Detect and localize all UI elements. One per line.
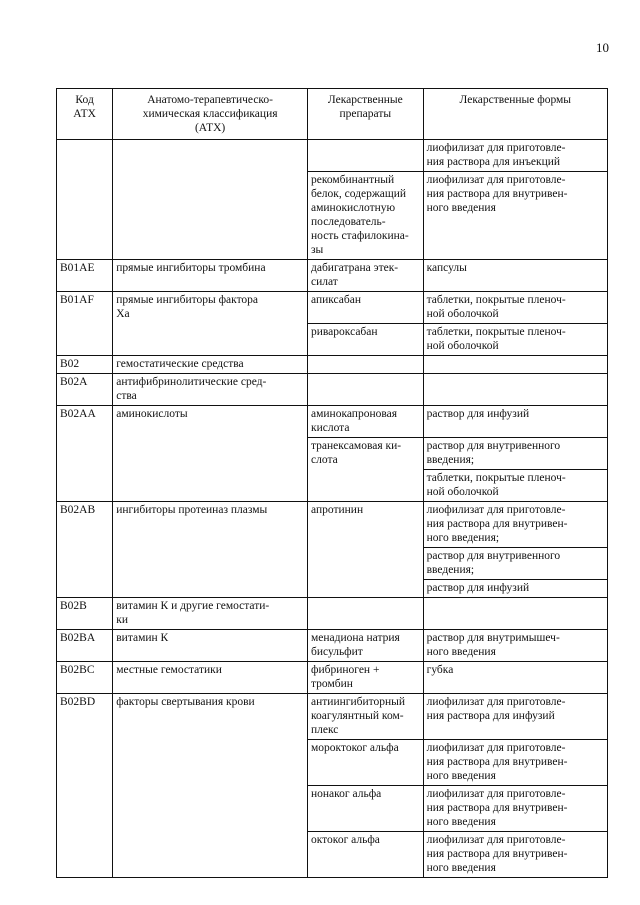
- classification-cell: витамин К: [113, 630, 308, 662]
- form-cell: раствор для инфузий: [423, 406, 607, 438]
- code-cell: B02: [57, 356, 113, 374]
- table-row: [57, 694, 608, 740]
- code-cell: B02BA: [57, 630, 113, 662]
- drug-cell: мороктоког альфа: [308, 740, 424, 786]
- classification-cell: ингибиторы протеиназ плазмы: [113, 502, 308, 598]
- drug-cell: фибриноген + тромбин: [308, 662, 424, 694]
- table-row: [57, 140, 608, 172]
- drug-cell: [308, 374, 424, 406]
- table-row: [57, 292, 608, 324]
- table-row: [57, 260, 608, 292]
- form-cell: лиофилизат для приготовле- ния раствора для внутривен- ного введения: [423, 832, 607, 878]
- form-cell: лиофилизат для приготовле- ния раствора для инфузий: [423, 694, 607, 740]
- form-cell: таблетки, покрытые пленоч- ной оболочкой: [423, 324, 607, 356]
- table-row: [57, 356, 608, 374]
- drug-cell: ривароксабан: [308, 324, 424, 356]
- classification-cell: факторы свертывания крови: [113, 694, 308, 878]
- header-atc-code: Код АТХ: [57, 89, 113, 140]
- table-row: [57, 374, 608, 406]
- form-cell: [423, 374, 607, 406]
- classification-cell: прямые ингибиторы фактора Ха: [113, 292, 308, 356]
- classification-cell: антифибринолитические сред- ства: [113, 374, 308, 406]
- classification-cell: аминокислоты: [113, 406, 308, 502]
- form-cell: [423, 598, 607, 630]
- drug-cell: рекомбинантный белок, содержащий аминокислотную последователь- ность стафилокина- зы: [308, 172, 424, 260]
- code-cell: B02B: [57, 598, 113, 630]
- form-cell: лиофилизат для приготовле- ния раствора для внутривен- ного введения: [423, 740, 607, 786]
- drug-cell: [308, 140, 424, 172]
- code-cell: [57, 140, 113, 260]
- drug-cell: аминокапроновая кислота: [308, 406, 424, 438]
- header-dosage-forms: Лекарственные формы: [423, 89, 607, 140]
- table-row: [57, 598, 608, 630]
- code-cell: B02AB: [57, 502, 113, 598]
- code-cell: B01AE: [57, 260, 113, 292]
- table-header-row: [57, 89, 608, 140]
- classification-cell: витамин К и другие гемостати- ки: [113, 598, 308, 630]
- form-cell: таблетки, покрытые пленоч- ной оболочкой: [423, 470, 607, 502]
- drug-cell: нонаког альфа: [308, 786, 424, 832]
- table-row: [57, 502, 608, 548]
- table-row: [57, 630, 608, 662]
- code-cell: B02BC: [57, 662, 113, 694]
- drug-cell: октоког альфа: [308, 832, 424, 878]
- atc-drug-table: [56, 88, 608, 878]
- form-cell: лиофилизат для приготовле- ния раствора для внутривен- ного введения: [423, 172, 607, 260]
- drug-cell: антиингибиторный коагулянтный ком- плекс: [308, 694, 424, 740]
- table-row: [57, 406, 608, 438]
- form-cell: губка: [423, 662, 607, 694]
- form-cell: капсулы: [423, 260, 607, 292]
- classification-cell: прямые ингибиторы тромбина: [113, 260, 308, 292]
- drug-cell: менадиона натрия бисульфит: [308, 630, 424, 662]
- form-cell: лиофилизат для приготовле- ния раствора для внутривен- ного введения: [423, 786, 607, 832]
- form-cell: лиофилизат для приготовле- ния раствора для инъекций: [423, 140, 607, 172]
- code-cell: B02AA: [57, 406, 113, 502]
- code-cell: B02BD: [57, 694, 113, 878]
- table-row: [57, 662, 608, 694]
- form-cell: раствор для инфузий: [423, 580, 607, 598]
- drug-cell: дабигатрана этек- силат: [308, 260, 424, 292]
- drug-cell: [308, 356, 424, 374]
- drug-cell: транексамовая ки- слота: [308, 438, 424, 502]
- code-cell: B01AF: [57, 292, 113, 356]
- header-atc-classification: Анатомо-терапевтическо- химическая классификация (АТХ): [113, 89, 308, 140]
- form-cell: раствор для внутривенного введения;: [423, 438, 607, 470]
- page-number: 10: [596, 40, 609, 55]
- header-drugs: Лекарственные препараты: [308, 89, 424, 140]
- form-cell: [423, 356, 607, 374]
- drug-cell: апротинин: [308, 502, 424, 598]
- form-cell: лиофилизат для приготовле- ния раствора для внутривен- ного введения;: [423, 502, 607, 548]
- classification-cell: [113, 140, 308, 260]
- form-cell: раствор для внутримышеч- ного введения: [423, 630, 607, 662]
- classification-cell: гемостатические средства: [113, 356, 308, 374]
- form-cell: раствор для внутривенного введения;: [423, 548, 607, 580]
- drug-cell: [308, 598, 424, 630]
- drug-cell: апиксабан: [308, 292, 424, 324]
- code-cell: B02A: [57, 374, 113, 406]
- form-cell: таблетки, покрытые пленоч- ной оболочкой: [423, 292, 607, 324]
- classification-cell: местные гемостатики: [113, 662, 308, 694]
